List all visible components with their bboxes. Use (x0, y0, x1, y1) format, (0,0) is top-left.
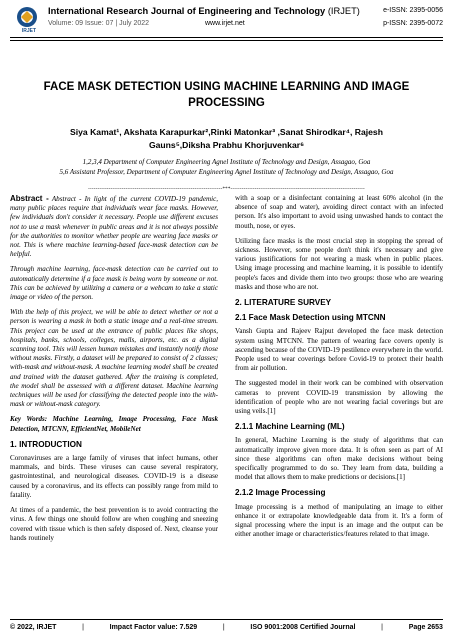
logo-text: IRJET (21, 28, 37, 34)
section-divider: ------------------------------------------------------------------------***------------------------------------------------------------------------ (88, 187, 365, 192)
paper-authors: Siya Kamat¹, Akshata Karapurkar²,Rinki Matonkar³ ,Sanat Shirodkar⁴, Rajesh Gauns⁵,Diksha Prabhu Khorjuvenkar⁶ (70, 127, 383, 150)
abstract-paragraph-3: With the help of this project, we will be able to detect whether or not a person is wearing a mask in both a static image and a real-time stream. This project can be used at the entrance of public places like shops, hospitals, banks, schools, colleges, malls, airports, etc. as a digital scanning tool. This will lessen human mistakes and instantly notify those without masks. Firstly, a dataset will be prepared to consist of 2 classes; with-mask and without-mask. A machine learning model shall be created and trained with the dataset gathered. After the training is completed, the model shall be assessed with a different dataset. Machine learning techniques will be used for classifying the detected people into the with-mask or without-mask category. (10, 308, 218, 409)
keywords-label: Key Words: (10, 415, 48, 424)
footer-copyright: © 2022, IRJET (10, 624, 57, 631)
section-2-1-1-heading: 2.1.1 Machine Learning (ML) (235, 422, 345, 432)
keywords-text: Machine Learning, Image Processing, Face Mask Detection, MTCNN, EfficientNet, MobileNet (10, 415, 219, 433)
affiliations (10, 158, 443, 177)
page-footer (10, 624, 443, 631)
eissn: e-ISSN: 2395-0056 (383, 7, 443, 14)
section-2-1-paragraph-2: The suggested model in their work can be combined with observation cameras to prevent COVID-19 transmission by allowing the identification of people who are not wearing facial coverings but are using veils.[1] (235, 379, 443, 416)
abstract-label: Abstract - (10, 194, 49, 203)
journal-abbr: (IRJET) (327, 6, 360, 16)
pissn: p-ISSN: 2395-0072 (383, 20, 443, 27)
right-paragraph-1: with a soap or a disinfectant containing at least 60% alcohol (in the absence of soap and water), avoiding direct contact with an infected person. It's also important to avoid using unwashed hands to contact the mouth, nose, or eyes. (235, 194, 443, 230)
section-2-1-heading: 2.1 Face Mask Detection using MTCNN (235, 313, 386, 323)
section-2-1-2-paragraph: Image processing is a method of manipulating an image to either enhance it or extrapolate knowledgeable data from it. It's a form of signal processing where the input is an image and the output can be either another image or characteristics/features related to that image. (235, 502, 443, 539)
header-rule-thin (10, 40, 443, 41)
affiliation-2: 5,6 Assistant Professor, Department of Computer Engineering Agnel Institute of Technology and Design, Assagao, Goa (59, 167, 394, 176)
keywords-paragraph (10, 415, 218, 433)
footer-iso: ISO 9001:2008 Certified Journal (250, 624, 356, 631)
footer-rule (10, 619, 443, 620)
journal-header (10, 6, 443, 40)
journal-name (48, 6, 360, 16)
right-column (235, 194, 443, 546)
literature-heading: 2. LITERATURE SURVEY (235, 298, 332, 308)
paper-title: FACE MASK DETECTION USING MACHINE LEARNING AND IMAGE PROCESSING (43, 81, 410, 109)
volume-line: Volume: 09 Issue: 07 | July 2022 (48, 20, 150, 27)
intro-heading: 1. INTRODUCTION (10, 439, 82, 449)
section-2-1-paragraph-1: Vansh Gupta and Rajeev Rajput developed the face mask detection system using MTCNN. The pattern of wearing face covers openly is ascending because of the COVID-19 pestilence everywhere in the world. People used to wear coverings before Covid-19 to protect their health from air pollution. (235, 327, 443, 373)
intro-paragraph-1: Coronaviruses are a large family of viruses that infect humans, other mammals, and birds. These viruses can cause several respiratory, gastrointestinal, and neurological diseases. COVID-19 is a disease caused by a coronavirus, and its effects can possibly range from mild to fatality. (10, 454, 218, 499)
left-column (10, 194, 218, 549)
header-rule (10, 37, 443, 38)
intro-paragraph-2: At times of a pandemic, the best prevention is to avoid contracting the virus. A few things one should follow are when coughing and sneezing covered with tissue which is then safely disposed of. Next, cleanse your hands routinely (10, 506, 218, 542)
journal-website-link[interactable]: www.irjet.net (205, 20, 245, 27)
section-2-1-1-paragraph: In general, Machine Learning is the study of algorithms that can automatically improve given more data. It is often seen as part of AI since these algorithms can often make decisions without being specifically programmed to do so. They learn from data, building a model that allows them to make predictions or decisions.[1] (235, 436, 443, 482)
footer-impact-factor: Impact Factor value: 7.529 (109, 624, 198, 631)
journal-logo (12, 6, 42, 36)
footer-page-number: Page 2653 (408, 624, 443, 631)
right-paragraph-2: Utilizing face masks is the most crucial step in stopping the spread of sickness. However, some people don't think it's necessary and give various justifications for not wearing a mask when in public places. Using image processing and machine learning, it is possible to identify people's faces and divide them into two groups: those who are wearing masks and those who are not. (235, 236, 443, 291)
abstract-text-1: Abstract - In light of the current COVID-19 pandemic, many public places require that individuals wear face masks. However, few individuals don't consider it necessary. People use different excuses not to use a mask whenever in public areas and it is not always possible for the authorities to monitor whether people are wearing face masks or not. This is where machine learning-based face-mask detection can be helpful. (10, 195, 218, 259)
affiliation-1: 1,2,3,4 Department of Computer Engineering Agnel Institute of Technology and Design, Assagao, Goa (82, 158, 371, 166)
section-2-1-2-heading: 2.1.2 Image Processing (235, 488, 326, 498)
journal-name-text: International Research Journal of Engineering and Technology (48, 6, 326, 16)
footer-separator: | (381, 624, 383, 631)
abstract-paragraph-1 (10, 194, 218, 259)
journal-logo-icon (12, 6, 42, 28)
footer-separator: | (82, 624, 84, 631)
abstract-paragraph-2: Through machine learning, face-mask detection can be carried out to automatically determine if a face mask is being worn by someone or not. This can be achieved by utilizing a camera or a webcam to take a static image or video of the person. (10, 265, 218, 302)
footer-separator: | (222, 624, 225, 631)
